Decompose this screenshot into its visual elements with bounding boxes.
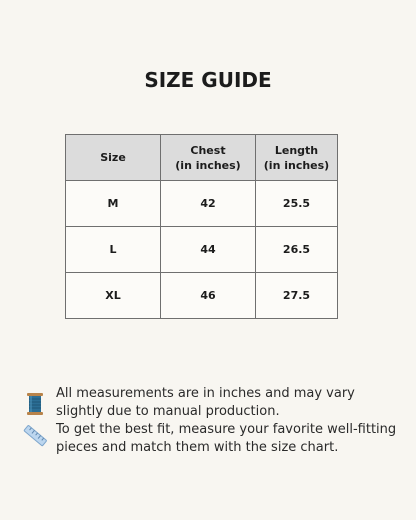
table-header-row [66,135,338,181]
page-title: SIZE GUIDE [144,68,272,92]
cell-chest: 44 [161,227,256,273]
header-length-label: Length [274,143,319,157]
cell-chest: 46 [161,273,256,319]
header-chest [161,135,256,181]
table-row [66,227,338,273]
notes-section [22,385,402,457]
header-size [66,135,161,181]
note-measurements [22,385,402,421]
cell-size: XL [66,273,161,319]
cell-length: 25.5 [256,181,338,227]
cell-size: M [66,181,161,227]
cell-chest: 42 [161,181,256,227]
table-row [66,273,338,319]
header-chest-unit: (in inches) [175,158,241,172]
note-fit [22,421,402,457]
header-length [256,135,338,181]
cell-length: 27.5 [256,273,338,319]
header-length-unit: (in inches) [263,158,330,172]
table-row [66,181,338,227]
note-text: To get the best fit, measure your favorite well-fitting pieces and match them with the size chart. [56,422,397,455]
ruler-icon [22,423,48,449]
thread-spool-icon [22,391,48,417]
size-chart-table [65,134,338,319]
note-text: All measurements are in inches and may vary slightly due to manual production. [56,386,355,419]
cell-size: L [66,227,161,273]
header-chest-label: Chest [190,143,226,157]
cell-length: 26.5 [256,227,338,273]
header-size-label: Size [100,151,126,164]
